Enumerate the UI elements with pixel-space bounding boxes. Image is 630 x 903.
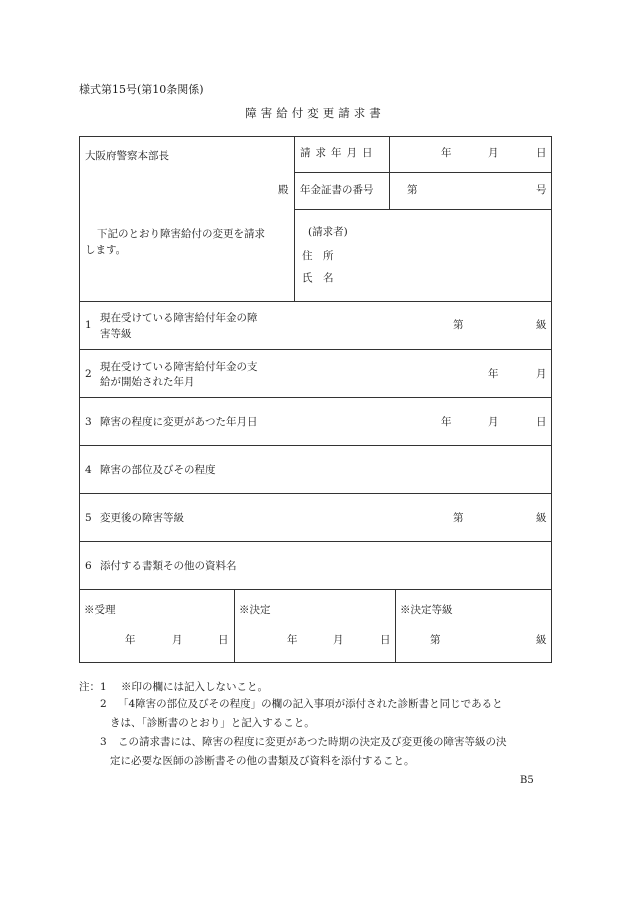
pension-cert-prefix[interactable]: 第 (407, 184, 418, 196)
claimant-label: (請求者) (308, 226, 348, 238)
pension-cert-label: 年金証書の番号 (300, 184, 374, 196)
decision-grade-kyu-unit: 級 (536, 634, 547, 646)
item-4-label: 障害の部位及びその程度 (100, 464, 216, 476)
item-1-number: 1 (85, 319, 92, 331)
item-6-number: 6 (85, 560, 92, 572)
item-5-label: 変更後の障害等級 (100, 512, 184, 524)
note-3-line2: 定に必要な医師の診断書その他の書類及び資料を添付すること。 (110, 755, 415, 767)
item-3-number: 3 (85, 416, 92, 428)
decision-month-unit: 月 (333, 634, 344, 646)
notes-prefix: 注：1 (79, 681, 107, 693)
decision-label: ※決定 (239, 604, 271, 616)
decision-grade-label: ※決定等級 (400, 604, 453, 616)
request-date-day-unit[interactable]: 日 (536, 147, 547, 159)
item-5-number: 5 (85, 512, 92, 524)
addressee: 大阪府警察本部長 (85, 150, 169, 162)
request-date-month-unit[interactable]: 月 (488, 147, 499, 159)
note-2-line1: 「4障害の部位及びその程度」の欄の記入事項が添付された診断書と同じであると (118, 698, 503, 710)
received-year-unit: 年 (125, 634, 136, 646)
note-1: ※印の欄には記入しないこと。 (121, 681, 268, 693)
decision-day-unit: 日 (380, 634, 391, 646)
item-2-label-line2: 給が開始された年月 (100, 376, 195, 388)
item-5-kyu-unit[interactable]: 級 (536, 512, 547, 524)
item-2-year-unit[interactable]: 年 (488, 368, 499, 380)
page-title: 障害給付変更請求書 (245, 106, 385, 120)
pension-cert-suffix[interactable]: 号 (536, 184, 547, 196)
item-3-day-unit[interactable]: 日 (536, 416, 547, 428)
form-code: 様式第15号(第10条関係) (79, 83, 204, 96)
address-field[interactable]: 住 所 (302, 250, 334, 262)
request-date-label: 請求年月日 (300, 147, 378, 159)
item-2-month-unit[interactable]: 月 (536, 368, 547, 380)
item-1-dai-unit[interactable]: 第 (453, 319, 464, 331)
item-2-number: 2 (85, 368, 92, 380)
request-date-year-unit[interactable]: 年 (441, 147, 452, 159)
decision-year-unit: 年 (287, 634, 298, 646)
note-3-number: 3 (100, 736, 107, 748)
received-label: ※受理 (84, 604, 116, 616)
item-1-kyu-unit[interactable]: 級 (536, 319, 547, 331)
form-table (79, 136, 552, 663)
item-3-year-unit[interactable]: 年 (441, 416, 452, 428)
note-2-number: 2 (100, 698, 107, 710)
item-1-label-line2: 害等級 (100, 328, 132, 340)
item-3-label: 障害の程度に変更があつた年月日 (100, 416, 258, 428)
request-text-line1: 下記のとおり障害給付の変更を請求 (97, 228, 265, 240)
item-1-label-line1: 現在受けている障害給付年金の障 (100, 312, 258, 324)
decision-grade-dai-unit: 第 (430, 634, 441, 646)
note-2-line2: きは、「診断書のとおり」と記入すること。 (110, 717, 315, 729)
item-4-number: 4 (85, 464, 92, 476)
honorific: 殿 (278, 184, 289, 196)
item-6-label: 添付する書類その他の資料名 (100, 560, 237, 572)
item-2-label-line1: 現在受けている障害給付年金の支 (100, 361, 258, 373)
item-3-month-unit[interactable]: 月 (488, 416, 499, 428)
received-month-unit: 月 (172, 634, 183, 646)
name-field[interactable]: 氏 名 (302, 272, 334, 284)
request-text-line2: します。 (85, 244, 127, 256)
item-5-dai-unit[interactable]: 第 (453, 512, 464, 524)
received-day-unit: 日 (218, 634, 229, 646)
note-3-line1: この請求書には、障害の程度に変更があつた時期の決定及び変更後の障害等級の決 (118, 736, 507, 748)
paper-size: B5 (520, 775, 534, 786)
